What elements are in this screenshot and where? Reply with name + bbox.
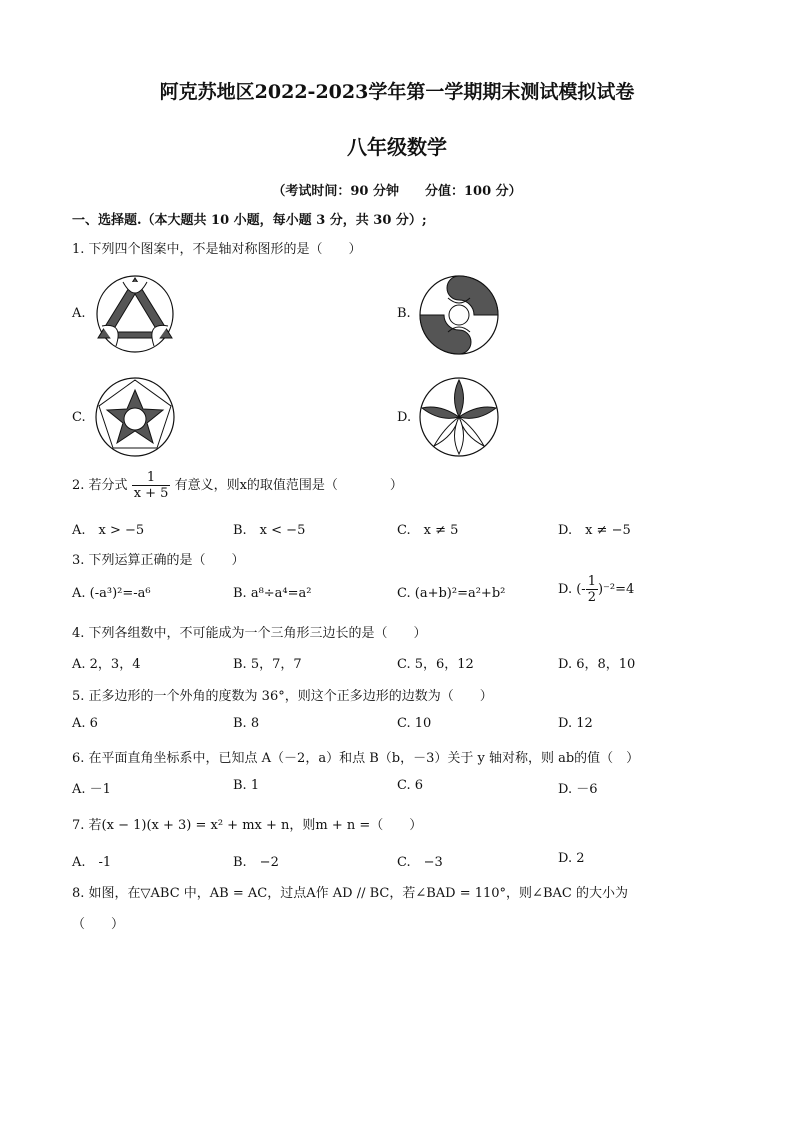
- q6-option-a: A. －1: [72, 782, 111, 797]
- q3-option-a: A. (-a³)²=-a⁶: [72, 586, 151, 601]
- question-1-stem: 1. 下列四个图案中，不是轴对称图形的是（ ）: [72, 242, 362, 257]
- q5-option-a: A. 6: [72, 716, 98, 731]
- q2-stem-pre: 2. 若分式: [72, 478, 128, 493]
- exam-subject: 八年级数学: [347, 135, 447, 159]
- question-8-answer-bracket: （ ）: [72, 917, 125, 932]
- q1-option-d-label: D.: [397, 410, 412, 425]
- pinwheel-figure: [418, 274, 500, 356]
- q3-option-b: B. a⁸÷a⁴=a²: [233, 586, 312, 601]
- q7-option-b: B. −2: [233, 855, 279, 870]
- q5-option-d: D. 12: [558, 716, 593, 731]
- triangle-arcs-figure: [94, 274, 176, 354]
- q2-fraction: [132, 470, 171, 501]
- exam-info: （考试时间：90 分钟 分值：100 分）: [272, 184, 522, 199]
- q3-option-d: [558, 574, 634, 605]
- q3-option-c: C. (a+b)²=a²+b²: [397, 586, 506, 601]
- q4-option-c: C. 5，6，12: [397, 657, 474, 672]
- q1-option-c-label: C.: [72, 410, 86, 425]
- question-7-stem: 7. 若(x − 1)(x + 3) = x² + mx + n，则m + n =（ ）: [72, 818, 423, 833]
- q2-option-d: D. x ≠ −5: [558, 523, 631, 538]
- question-4-stem: 4. 下列各组数中，不可能成为一个三角形三边长的是（ ）: [72, 626, 427, 641]
- q1-option-b-label: B.: [397, 306, 411, 321]
- q4-option-b: B. 5，7，7: [233, 657, 302, 672]
- question-3-stem: 3. 下列运算正确的是（ ）: [72, 553, 245, 568]
- q2-frac-denominator: x + 5: [133, 486, 169, 501]
- q6-option-c: C. 6: [397, 778, 424, 793]
- question-6-stem: 6. 在平面直角坐标系中，已知点 A（－2，a）和点 B（b，－3）关于 y 轴对称，则 ab的值（ ）: [72, 751, 640, 766]
- q2-option-b: B. x < −5: [233, 523, 306, 538]
- q5-option-c: C. 10: [397, 716, 432, 731]
- exam-title: 阿克苏地区2022-2023学年第一学期期末测试模拟试卷: [159, 81, 635, 103]
- q7-option-a: A. -1: [72, 855, 112, 870]
- section-heading: 一、选择题.（本大题共 10 小题，每小题 3 分，共 30 分）;: [72, 213, 427, 228]
- petal-flower-figure: [418, 376, 500, 458]
- q4-option-d: D. 6，8，10: [558, 657, 636, 672]
- q4-option-a: A. 2，3，4: [72, 657, 141, 672]
- pentagon-flower-figure: [94, 376, 176, 458]
- q2-option-a: A. x > −5: [72, 523, 145, 538]
- question-2-stem: [72, 470, 403, 501]
- q6-option-b: B. 1: [233, 778, 260, 793]
- q2-stem-post: 有意义，则x的取值范围是（ ）: [174, 478, 403, 493]
- q3-option-d-post: )⁻²=4: [597, 582, 635, 597]
- q3-option-d-pre: D. (-: [558, 582, 586, 597]
- q6-option-d: D. －6: [558, 782, 598, 797]
- q7-option-d: D. 2: [558, 851, 585, 866]
- q3-option-d-fraction: [586, 574, 598, 605]
- q3-d-denominator: 2: [587, 590, 596, 605]
- q1-option-a-label: A.: [72, 306, 86, 321]
- question-8-stem: 8. 如图，在▽ABC 中，AB = AC，过点A作 AD // BC，若∠BAD = 110°，则∠BAC 的大小为: [72, 886, 628, 901]
- q7-option-c: C. −3: [397, 855, 443, 870]
- q5-option-b: B. 8: [233, 716, 260, 731]
- q3-d-numerator: 1: [587, 574, 596, 589]
- question-5-stem: 5. 正多边形的一个外角的度数为 36°，则这个正多边形的边数为（ ）: [72, 689, 493, 704]
- q2-frac-numerator: 1: [132, 470, 171, 486]
- q2-option-c: C. x ≠ 5: [397, 523, 459, 538]
